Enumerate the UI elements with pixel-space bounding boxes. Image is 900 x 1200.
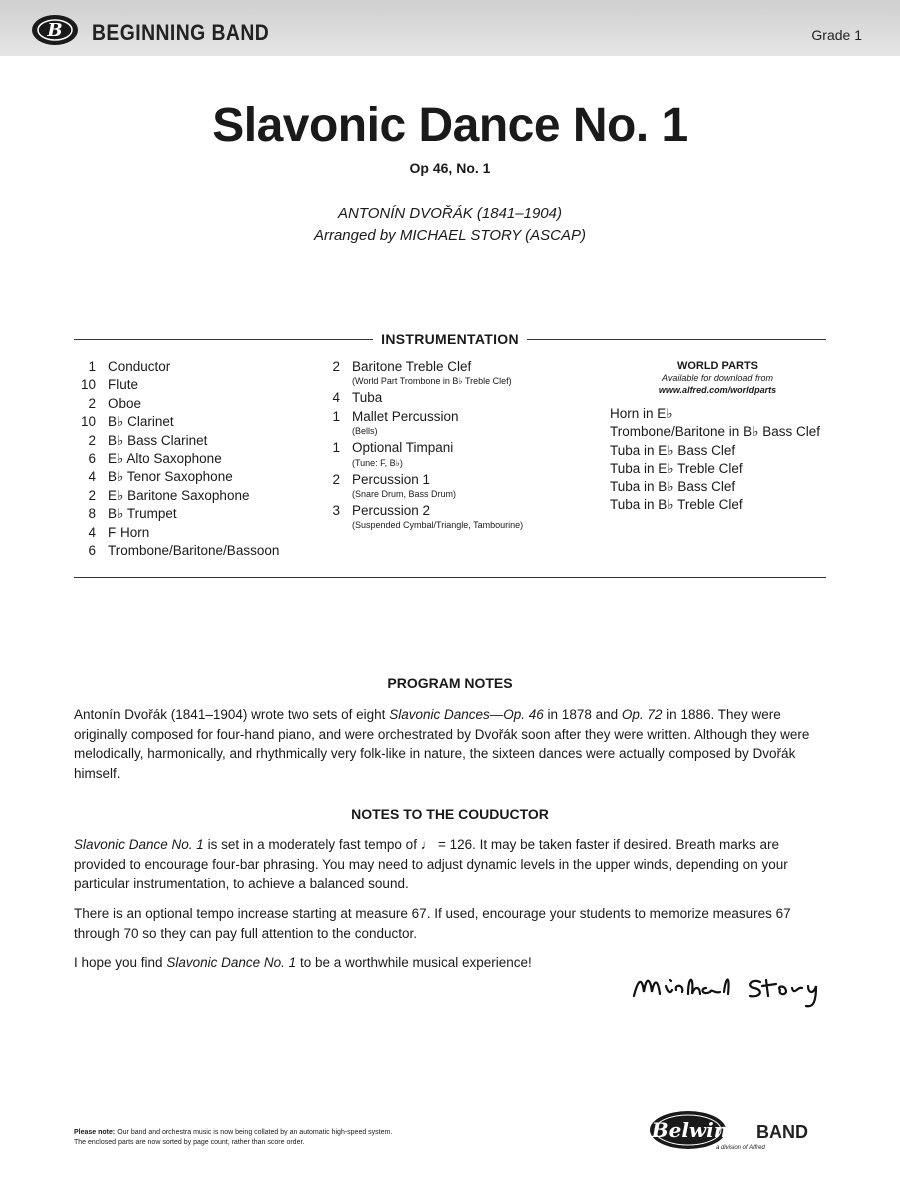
conductor-notes-italic-3: Slavonic Dance No. 1: [166, 955, 297, 970]
instrument-quantity: 10: [80, 414, 96, 430]
conductor-notes-paragraph-1: [74, 835, 834, 894]
instrument-row: [74, 413, 279, 431]
instrument-name: B♭ Trumpet: [108, 506, 177, 522]
instrument-name: B♭ Bass Clarinet: [108, 432, 208, 448]
instrumentation-heading-wrap: [0, 331, 900, 349]
instrument-cell: [352, 502, 523, 533]
instrument-cell: [108, 376, 138, 394]
grade-label: Grade 1: [811, 27, 862, 43]
program-notes-italic-2: Op. 72: [621, 707, 663, 722]
composer-credit: ANTONÍN DVOŘÁK (1841–1904): [338, 205, 562, 222]
instrument-row: [74, 432, 279, 450]
beginning-band-logo-icon: [30, 13, 80, 47]
instrument-row: [74, 487, 279, 505]
instrument-quantity: 1: [88, 359, 96, 374]
conductor-notes-text-3a: I hope you find: [74, 955, 163, 970]
instrument-cell: [108, 542, 279, 560]
instrument-quantity: 4: [88, 469, 96, 485]
instrument-cell: [108, 432, 207, 450]
instrument-cell: [352, 471, 456, 502]
world-part-item: Tuba in E♭ Treble Clef: [610, 460, 743, 476]
instrument-name: B♭ Tenor Saxophone: [108, 469, 233, 485]
instrument-note: (Snare Drum, Bass Drum): [352, 489, 457, 500]
instrument-note: (Tune: F, B♭): [352, 457, 403, 468]
arranger-credit: Arranged by MICHAEL STORY (ASCAP): [313, 227, 587, 244]
instrument-quantity: 2: [332, 359, 340, 374]
instrument-quantity: 2: [88, 395, 96, 411]
instrument-name: Flute: [108, 377, 139, 393]
world-parts-list: [610, 405, 825, 515]
world-part-item: Tuba in E♭ Bass Clef: [610, 442, 736, 458]
instrumentation-bottom-rule: [74, 577, 826, 578]
instrument-cell: [352, 389, 382, 407]
instrument-quantity: 1: [332, 440, 340, 456]
instrument-name: Mallet Percussion: [352, 408, 459, 424]
instrument-cell: [108, 468, 233, 486]
world-part-item: Tuba in B♭ Bass Clef: [610, 479, 736, 495]
instrument-name: E♭ Alto Saxophone: [108, 451, 222, 467]
opus-number: Op 46, No. 1: [409, 160, 491, 176]
instrumentation-column-2: [322, 358, 523, 533]
instrument-name: F Horn: [108, 524, 150, 540]
world-part-item: Horn in E♭: [610, 406, 673, 421]
instrument-quantity: 2: [332, 471, 340, 487]
instrument-quantity: 4: [332, 390, 340, 406]
world-parts-url: www.alfred.com/worldparts: [658, 385, 777, 395]
signature-icon: [630, 966, 830, 1011]
instrument-quantity: 2: [88, 432, 96, 448]
conductor-notes-italic-1: Slavonic Dance No. 1: [74, 837, 204, 852]
instrument-name: Percussion 2: [352, 503, 431, 519]
instrument-quantity: 10: [80, 377, 96, 393]
instrument-row: [322, 408, 523, 439]
program-notes-text-3: in 1886. They were originally composed for four-hand piano, and were orchestrated by Dvořák soon after they were written. Although they were melodically, harmonically, and rhythmically very folk-like in nature, the sixteen dances were actually composed by Dvořák himself.: [74, 707, 810, 781]
instrument-row: [74, 450, 279, 468]
instrument-cell: [352, 358, 512, 389]
world-parts-box: [610, 360, 825, 515]
belwin-division-label: a division of Alfred: [716, 1145, 765, 1151]
instrument-name: Conductor: [108, 359, 171, 374]
instrument-cell: [108, 358, 170, 376]
instrument-row: [74, 542, 279, 560]
conductor-notes-text-1: is set in a moderately fast tempo of ♩ = 126. It may be taken faster if desired. Breath marks are provided to encourage four-bar phrasing. You may need to adjust dynamic levels in the upper winds, depending on your particular instrumentation, to achieve a balanced sound.: [74, 837, 788, 891]
instrument-quantity: 4: [88, 524, 96, 540]
instrument-name: Tuba: [352, 390, 383, 406]
instrument-name: Oboe: [108, 395, 142, 411]
program-notes-paragraph: [74, 705, 834, 783]
footer-note-label: Please note:: [74, 1129, 116, 1136]
instrument-row: [74, 358, 279, 376]
instrument-row: [74, 376, 279, 394]
program-notes-text-2: in 1878 and: [547, 707, 619, 722]
instrument-quantity: 6: [88, 451, 96, 467]
instrument-row: [322, 358, 523, 389]
world-part-item: Trombone/Baritone in B♭ Bass Clef: [610, 424, 820, 440]
instrument-quantity: 8: [88, 506, 96, 522]
instrument-note: (World Part Trombone in B♭ Treble Clef): [352, 376, 512, 387]
instrument-row: [74, 524, 279, 542]
instrument-cell: [352, 439, 453, 470]
footer-note: [74, 1128, 554, 1148]
instrument-name: E♭ Baritone Saxophone: [108, 487, 250, 503]
instrument-cell: [108, 487, 249, 505]
instrument-row: [322, 502, 523, 533]
instrument-row: [74, 505, 279, 523]
instrumentation-heading: INSTRUMENTATION: [373, 331, 527, 347]
instrument-name: B♭ Clarinet: [108, 414, 174, 430]
instrument-name: Optional Timpani: [352, 440, 454, 456]
svg-text:B: B: [47, 20, 63, 41]
instrument-cell: [108, 413, 174, 431]
world-parts-available: Available for download from: [662, 373, 773, 383]
page-title: Slavonic Dance No. 1: [212, 99, 688, 152]
instrument-name: Percussion 1: [352, 471, 431, 487]
belwin-band-label: BAND: [756, 1122, 808, 1142]
instrument-cell: [352, 408, 459, 439]
program-notes-italic-1: Slavonic Dances—Op. 46: [389, 707, 544, 722]
instrument-row: [74, 468, 279, 486]
footer-note-line-1: Our band and orchestra music is now being collated by an automatic high-speed system.: [117, 1129, 393, 1136]
instrument-note: (Suspended Cymbal/Triangle, Tambourine): [352, 520, 524, 531]
instrument-name: Trombone/Baritone/Bassoon: [108, 543, 280, 559]
instrument-note: (Bells): [352, 426, 378, 437]
instrument-cell: [108, 450, 222, 468]
program-notes-text-1: Antonín Dvořák (1841–1904) wrote two sets of eight: [74, 707, 386, 722]
world-parts-title: WORLD PARTS: [676, 360, 759, 372]
instrument-row: [322, 389, 523, 407]
instrument-row: [322, 439, 523, 470]
instrument-quantity: 1: [332, 408, 340, 424]
conductor-notes-text-3b: to be a worthwhile musical experience!: [299, 955, 532, 970]
conductor-notes-paragraph-2: There is an optional tempo increase starting at measure 67. If used, encourage your students to memorize measures 67 through 70 so they can pay full attention to the conductor.: [74, 906, 791, 941]
instrument-cell: [108, 524, 149, 542]
world-part-item: Tuba in B♭ Treble Clef: [610, 497, 743, 513]
instrument-quantity: 2: [88, 487, 96, 503]
program-notes-heading: PROGRAM NOTES: [387, 675, 513, 691]
conductor-notes-heading: NOTES TO THE COUDUCTOR: [351, 806, 549, 822]
footer-note-line-2: The enclosed parts are now sorted by page count, rather than score order.: [74, 1139, 305, 1146]
instrument-quantity: 3: [332, 503, 340, 519]
instrument-quantity: 6: [88, 543, 96, 559]
instrument-cell: [108, 395, 141, 413]
instrument-cell: [108, 505, 177, 523]
instrumentation-column-1: [74, 358, 279, 560]
instrument-name: Baritone Treble Clef: [352, 359, 472, 374]
series-title: BEGINNING BAND: [92, 20, 270, 45]
instrument-row: [322, 471, 523, 502]
instrument-row: [74, 395, 279, 413]
belwin-logo-text: Belwin: [651, 1118, 729, 1142]
